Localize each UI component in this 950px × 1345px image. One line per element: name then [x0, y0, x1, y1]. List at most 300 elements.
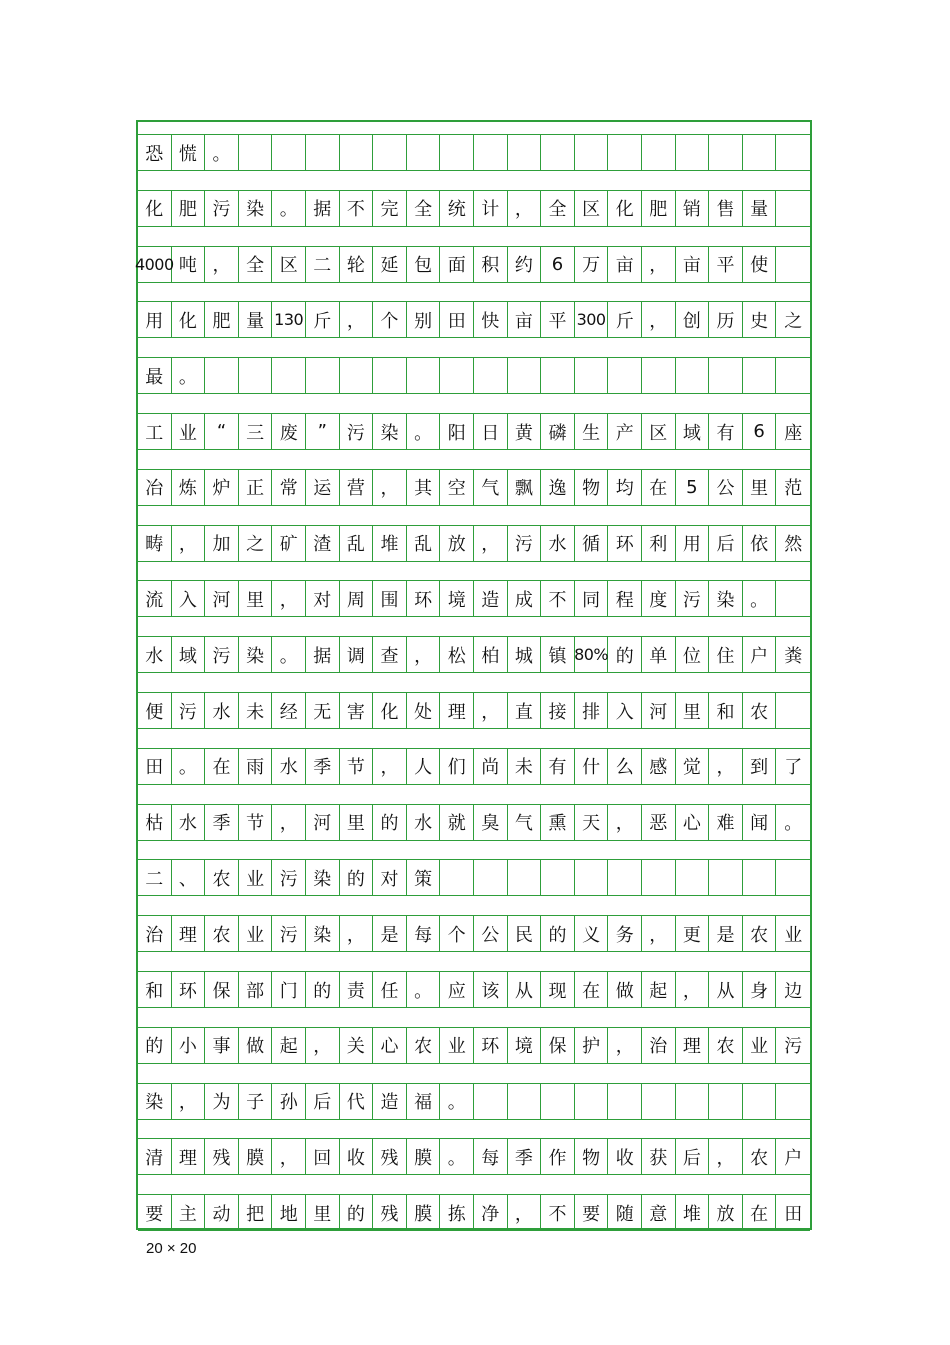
grid-cell: 5 — [676, 470, 710, 505]
grid-cell: 对 — [306, 581, 340, 616]
grid-cell: 个 — [373, 302, 407, 337]
grid-cell: 部 — [239, 972, 273, 1007]
grid-cell: 量 — [743, 191, 777, 226]
grid-cell: 。 — [172, 358, 206, 393]
grid-cell: 围 — [373, 581, 407, 616]
grid-row — [138, 1083, 810, 1120]
grid-cell — [373, 135, 407, 170]
grid-cell: ， — [709, 1139, 743, 1174]
grid-cell: 污 — [272, 860, 306, 895]
grid-cell: ， — [642, 247, 676, 282]
grid-cell — [743, 135, 777, 170]
grid-cell: 的 — [306, 972, 340, 1007]
grid-cell: 快 — [474, 302, 508, 337]
grid-cell: 化 — [172, 302, 206, 337]
grid-cell: 气 — [474, 470, 508, 505]
grid-cell: 之 — [239, 526, 273, 561]
grid-cell: 动 — [205, 1195, 239, 1230]
grid-cell: 污 — [784, 1036, 803, 1058]
grid-cell: ， — [474, 693, 508, 728]
grid-cell — [642, 1084, 676, 1119]
grid-cell: 水 — [172, 805, 206, 840]
grid-cell: 义 — [575, 916, 609, 951]
grid-cell — [407, 358, 441, 393]
grid-cell: 害 — [340, 693, 374, 728]
grid-cell — [373, 358, 407, 393]
grid-cell: 。 — [272, 637, 306, 672]
grid-cell — [541, 358, 575, 393]
grid-cell: 每 — [407, 916, 441, 951]
grid-cell: ， — [508, 1195, 542, 1230]
grid-cell: 冶 — [138, 470, 172, 505]
grid-cell: 的 — [608, 637, 642, 672]
grid-cell: 域 — [172, 637, 206, 672]
grid-cell — [608, 358, 642, 393]
grid-cell: 均 — [608, 470, 642, 505]
grid-cell — [776, 860, 810, 895]
grid-cell: 里 — [239, 581, 273, 616]
grid-cell: 的 — [541, 916, 575, 951]
grid-cell: 肥 — [172, 191, 206, 226]
grid-row — [138, 301, 810, 338]
grid-cell: 河 — [205, 581, 239, 616]
grid-cell: 什 — [575, 749, 609, 784]
grid-cell: 矿 — [272, 526, 306, 561]
grid-cell: 计 — [474, 191, 508, 226]
grid-cell: 便 — [138, 693, 172, 728]
grid-cell: 里 — [743, 470, 777, 505]
grid-cell: 和 — [138, 972, 172, 1007]
grid-cell: 就 — [440, 805, 474, 840]
grid-cell: 慌 — [172, 135, 206, 170]
grid-cell — [575, 135, 609, 170]
grid-cell: 炼 — [172, 470, 206, 505]
grid-cell: 斤 — [306, 302, 340, 337]
grid-cell — [676, 135, 710, 170]
grid-cell: 正 — [239, 470, 273, 505]
grid-cell: 理 — [172, 916, 206, 951]
grid-cell: 环 — [407, 581, 441, 616]
grid-cell: 完 — [373, 191, 407, 226]
grid-cell: 。 — [205, 135, 239, 170]
grid-cell: 吨 — [172, 247, 206, 282]
grid-cell — [776, 191, 810, 226]
grid-cell: ” — [306, 414, 340, 449]
grid-cell: 域 — [676, 414, 710, 449]
grid-cell — [743, 860, 777, 895]
grid-cell: 80% — [575, 637, 609, 672]
grid-cell: 民 — [508, 916, 542, 951]
grid-cell: 水 — [407, 805, 441, 840]
grid-row — [138, 636, 810, 673]
grid-cell: 斤 — [608, 302, 642, 337]
grid-cell: 、 — [172, 860, 206, 895]
grid-cell — [642, 860, 676, 895]
grid-cell: 畴 — [138, 526, 172, 561]
grid-cell: 化 — [608, 191, 642, 226]
grid-cell: 放 — [440, 526, 474, 561]
grid-cell: 范 — [784, 478, 803, 500]
grid-row — [138, 134, 810, 171]
grid-cell: 环 — [172, 972, 206, 1007]
grid-cell: 水 — [205, 693, 239, 728]
grid-cell — [440, 135, 474, 170]
grid-cell: 依 — [743, 526, 777, 561]
grid-cell — [474, 860, 508, 895]
grid-cell: 堆 — [373, 526, 407, 561]
grid-cell — [776, 693, 810, 728]
grid-cell: 日 — [474, 414, 508, 449]
grid-cell: 轮 — [340, 247, 374, 282]
grid-row — [138, 804, 810, 841]
grid-cell: 该 — [474, 972, 508, 1007]
grid-cell: 为 — [205, 1084, 239, 1119]
grid-cell — [676, 860, 710, 895]
grid-cell: 查 — [373, 637, 407, 672]
grid-cell — [272, 358, 306, 393]
grid-cell: 放 — [709, 1195, 743, 1230]
grid-cell: 残 — [373, 1139, 407, 1174]
grid-cell: 后 — [676, 1139, 710, 1174]
grid-cell: 地 — [272, 1195, 306, 1230]
grid-cell: ， — [205, 247, 239, 282]
grid-cell: 事 — [205, 1028, 239, 1063]
grid-cell: 染 — [709, 581, 743, 616]
grid-cell: 历 — [709, 302, 743, 337]
grid-cell: 同 — [575, 581, 609, 616]
grid-cell: 田 — [784, 1203, 803, 1225]
grid-cell: 区 — [575, 191, 609, 226]
grid-cell: 的 — [340, 1195, 374, 1230]
grid-cell: 城 — [508, 637, 542, 672]
grid-cell: 化 — [373, 693, 407, 728]
grid-cell: 收 — [340, 1139, 374, 1174]
grid-cell: 物 — [575, 1139, 609, 1174]
grid-cell: 粪 — [784, 645, 803, 667]
grid-cell: 4000 — [138, 247, 172, 282]
grid-cell: 不 — [541, 1195, 575, 1230]
grid-cell: 难 — [709, 805, 743, 840]
grid-cell — [743, 1084, 777, 1119]
grid-cell: 造 — [474, 581, 508, 616]
grid-cell: 130 — [272, 302, 306, 337]
grid-cell: 污 — [205, 637, 239, 672]
grid-cell: 田 — [440, 302, 474, 337]
grid-cell: 亩 — [608, 247, 642, 282]
grid-row — [138, 971, 810, 1008]
grid-cell — [575, 358, 609, 393]
grid-cell: 境 — [440, 581, 474, 616]
grid-cell: 加 — [205, 526, 239, 561]
grid-cell: 入 — [608, 693, 642, 728]
grid-cell: 么 — [608, 749, 642, 784]
grid-cell: ， — [172, 526, 206, 561]
grid-cell: 个 — [440, 916, 474, 951]
grid-cell: 6 — [743, 414, 777, 449]
grid-cell — [541, 860, 575, 895]
grid-cell: 人 — [407, 749, 441, 784]
grid-cell: 全 — [239, 247, 273, 282]
grid-row — [138, 1027, 810, 1064]
grid-cell: 的 — [373, 805, 407, 840]
grid-cell: 用 — [138, 302, 172, 337]
grid-cell — [306, 358, 340, 393]
grid-cell: 身 — [743, 972, 777, 1007]
grid-cell: 处 — [407, 693, 441, 728]
grid-cell: ， — [676, 972, 710, 1007]
grid-cell: 感 — [642, 749, 676, 784]
grid-cell: 农 — [743, 693, 777, 728]
grid-cell: 度 — [642, 581, 676, 616]
grid-cell: 。 — [440, 1139, 474, 1174]
grid-cell — [474, 1084, 508, 1119]
grid-cell: ， — [407, 637, 441, 672]
grid-cell: ， — [272, 581, 306, 616]
grid-cell: 是 — [709, 916, 743, 951]
grid-cell: 河 — [642, 693, 676, 728]
grid-cell: 季 — [508, 1139, 542, 1174]
grid-cell: 气 — [508, 805, 542, 840]
grid-cell: 周 — [340, 581, 374, 616]
grid-cell: 废 — [272, 414, 306, 449]
grid-cell: 里 — [306, 1195, 340, 1230]
grid-cell: 水 — [138, 637, 172, 672]
grid-cell: 逸 — [541, 470, 575, 505]
grid-cell: 堆 — [676, 1195, 710, 1230]
grid-cell: 炉 — [205, 470, 239, 505]
grid-cell: 二 — [138, 860, 172, 895]
grid-cell: 二 — [306, 247, 340, 282]
grid-cell: 污 — [340, 414, 374, 449]
grid-cell: 污 — [508, 526, 542, 561]
grid-row — [138, 413, 810, 450]
grid-cell: ， — [306, 1028, 340, 1063]
grid-cell: 程 — [608, 581, 642, 616]
grid-row — [138, 190, 810, 227]
grid-cell: 成 — [508, 581, 542, 616]
grid-cell: 污 — [205, 191, 239, 226]
grid-cell: 保 — [205, 972, 239, 1007]
grid-cell: “ — [205, 414, 239, 449]
grid-cell: 三 — [239, 414, 273, 449]
grid-cell: 。 — [272, 191, 306, 226]
grid-cell: 孙 — [272, 1084, 306, 1119]
grid-cell — [676, 1084, 710, 1119]
grid-cell: 小 — [172, 1028, 206, 1063]
grid-cell: 环 — [608, 526, 642, 561]
grid-cell — [776, 358, 810, 393]
grid-cell: 。 — [440, 1084, 474, 1119]
grid-cell: 心 — [676, 805, 710, 840]
grid-cell: 河 — [306, 805, 340, 840]
grid-cell: 区 — [272, 247, 306, 282]
grid-cell — [205, 358, 239, 393]
grid-cell — [340, 358, 374, 393]
grid-row — [138, 859, 810, 896]
grid-cell: 公 — [474, 916, 508, 951]
grid-cell: 理 — [676, 1028, 710, 1063]
grid-cell: 延 — [373, 247, 407, 282]
grid-cell: 户 — [784, 1147, 803, 1169]
grid-cell — [340, 135, 374, 170]
grid-cell: 污 — [172, 693, 206, 728]
grid-cell: 在 — [575, 972, 609, 1007]
grid-cell: 用 — [676, 526, 710, 561]
grid-cell: 染 — [306, 860, 340, 895]
grid-cell: 和 — [709, 693, 743, 728]
grid-cell — [407, 135, 441, 170]
grid-cell — [575, 1084, 609, 1119]
grid-cell: 销 — [676, 191, 710, 226]
grid-cell: 入 — [172, 581, 206, 616]
grid-cell: 售 — [709, 191, 743, 226]
grid-cell: 境 — [508, 1028, 542, 1063]
grid-cell — [440, 860, 474, 895]
grid-cell: 回 — [306, 1139, 340, 1174]
grid-cell: 恶 — [642, 805, 676, 840]
grid-cell: 的 — [340, 860, 374, 895]
grid-size-label: 20 × 20 — [146, 1240, 197, 1257]
grid-row — [138, 580, 810, 617]
grid-cell: 平 — [541, 302, 575, 337]
grid-cell — [608, 135, 642, 170]
grid-cell: 调 — [340, 637, 374, 672]
grid-cell: 更 — [676, 916, 710, 951]
grid-cell: 不 — [541, 581, 575, 616]
grid-cell: 其 — [407, 470, 441, 505]
grid-cell: 全 — [407, 191, 441, 226]
grid-cell: 肥 — [642, 191, 676, 226]
grid-cell: 随 — [608, 1195, 642, 1230]
grid-cell: 区 — [642, 414, 676, 449]
grid-cell: 残 — [373, 1195, 407, 1230]
grid-cell: 净 — [474, 1195, 508, 1230]
grid-cell: 要 — [138, 1195, 172, 1230]
grid-row — [138, 357, 810, 394]
grid-cell: 平 — [709, 247, 743, 282]
grid-cell: 作 — [541, 1139, 575, 1174]
grid-cell: 任 — [373, 972, 407, 1007]
grid-cell: 业 — [440, 1028, 474, 1063]
grid-cell: 们 — [440, 749, 474, 784]
grid-cell: 起 — [272, 1028, 306, 1063]
grid-cell: 农 — [407, 1028, 441, 1063]
grid-cell: 了 — [784, 757, 803, 779]
grid-cell: 尚 — [474, 749, 508, 784]
grid-cell: 治 — [138, 916, 172, 951]
grid-cell — [608, 860, 642, 895]
grid-cell: ， — [340, 916, 374, 951]
grid-cell: 有 — [709, 414, 743, 449]
grid-cell: ， — [340, 302, 374, 337]
grid-cell — [508, 358, 542, 393]
grid-cell — [541, 1084, 575, 1119]
grid-cell: 务 — [608, 916, 642, 951]
grid-cell: 造 — [373, 1084, 407, 1119]
grid-cell: 节 — [340, 749, 374, 784]
grid-cell: 起 — [642, 972, 676, 1007]
grid-row — [138, 748, 810, 785]
grid-cell: ， — [642, 302, 676, 337]
grid-cell: 位 — [676, 637, 710, 672]
grid-cell: 熏 — [541, 805, 575, 840]
grid-cell: ， — [642, 916, 676, 951]
grid-cell: 要 — [575, 1195, 609, 1230]
grid-cell: 常 — [272, 470, 306, 505]
grid-cell: 然 — [784, 534, 803, 556]
grid-cell — [608, 1084, 642, 1119]
grid-cell: 肥 — [205, 302, 239, 337]
grid-cell — [776, 135, 810, 170]
grid-cell: 后 — [306, 1084, 340, 1119]
grid-cell: 染 — [138, 1084, 172, 1119]
grid-cell: 染 — [239, 191, 273, 226]
grid-cell: ， — [608, 1028, 642, 1063]
grid-cell: 亩 — [508, 302, 542, 337]
grid-cell: 到 — [743, 749, 777, 784]
grid-cell: 直 — [508, 693, 542, 728]
grid-cell: 空 — [440, 470, 474, 505]
grid-cell: 季 — [306, 749, 340, 784]
grid-row — [138, 1194, 810, 1231]
grid-cell: 户 — [743, 637, 777, 672]
grid-cell: 应 — [440, 972, 474, 1007]
grid-cell: 包 — [407, 247, 441, 282]
grid-cell: 业 — [172, 414, 206, 449]
grid-cell: 据 — [306, 191, 340, 226]
grid-cell — [575, 860, 609, 895]
grid-cell: 现 — [541, 972, 575, 1007]
grid-cell: 使 — [743, 247, 777, 282]
grid-cell: 意 — [642, 1195, 676, 1230]
grid-cell: 产 — [608, 414, 642, 449]
grid-cell: 农 — [205, 860, 239, 895]
manuscript-grid-paper — [136, 120, 812, 1230]
grid-cell: 300 — [575, 302, 609, 337]
grid-cell — [709, 358, 743, 393]
grid-cell: 天 — [575, 805, 609, 840]
grid-cell — [541, 135, 575, 170]
grid-cell: 染 — [239, 637, 273, 672]
grid-cell: 利 — [642, 526, 676, 561]
grid-cell: 臭 — [474, 805, 508, 840]
grid-cell: 主 — [172, 1195, 206, 1230]
grid-cell: ， — [272, 1139, 306, 1174]
grid-cell: 农 — [743, 916, 777, 951]
grid-cell: 经 — [272, 693, 306, 728]
grid-cell: 对 — [373, 860, 407, 895]
grid-cell: 枯 — [138, 805, 172, 840]
grid-cell — [239, 135, 273, 170]
grid-cell — [709, 860, 743, 895]
grid-row — [138, 692, 810, 729]
grid-cell: 做 — [239, 1028, 273, 1063]
grid-cell: 排 — [575, 693, 609, 728]
grid-cell — [642, 135, 676, 170]
grid-cell: 全 — [541, 191, 575, 226]
grid-row — [138, 469, 810, 506]
grid-cell: 治 — [642, 1028, 676, 1063]
grid-cell: 接 — [541, 693, 575, 728]
grid-cell: 。 — [784, 813, 803, 835]
grid-cell — [776, 247, 810, 282]
grid-cell — [508, 860, 542, 895]
grid-cell: 拣 — [440, 1195, 474, 1230]
grid-cell: 边 — [784, 980, 803, 1002]
grid-cell: ， — [373, 749, 407, 784]
grid-cell: 。 — [172, 749, 206, 784]
grid-cell: 福 — [407, 1084, 441, 1119]
